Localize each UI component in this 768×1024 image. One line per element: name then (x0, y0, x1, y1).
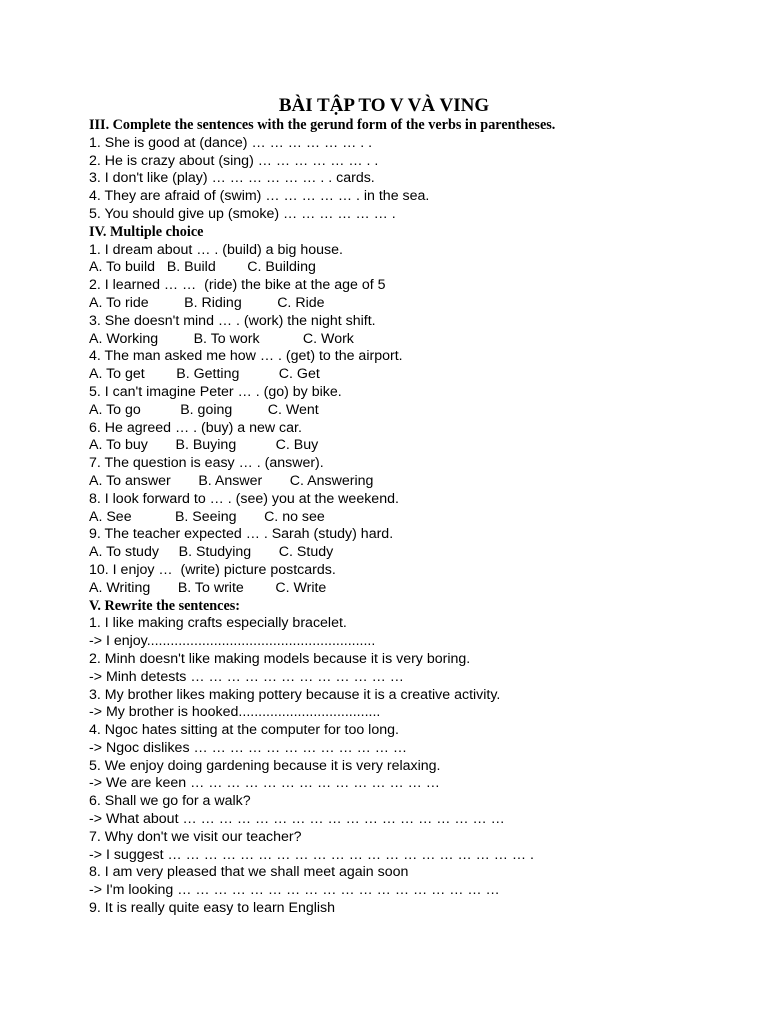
exercise-line: 1. I like making crafts especially bracelet. (89, 615, 347, 632)
exercise-line: 4. The man asked me how … . (get) to the airport. (89, 348, 403, 365)
exercise-line: 7. Why don't we visit our teacher? (89, 828, 302, 845)
exercise-line: 4. Ngoc hates sitting at the computer for too long. (89, 722, 399, 739)
exercise-line: -> Ngoc dislikes … … … … … … … … … … … … (89, 739, 408, 756)
exercise-line: 2. He is crazy about (sing) … … … … … … . . (89, 152, 379, 169)
section-heading: IV. Multiple choice (89, 223, 204, 240)
exercise-line: 3. She doesn't mind … . (work) the night shift. (89, 312, 376, 329)
exercise-line: A. To go B. going C. Went (89, 401, 319, 418)
section-heading: V. Rewrite the sentences: (89, 597, 241, 614)
exercise-line: A. To answer B. Answer C. Answering (89, 472, 374, 489)
exercise-line: A. To get B. Getting C. Get (89, 366, 320, 383)
exercise-line: 9. The teacher expected … . Sarah (study) hard. (89, 526, 394, 543)
exercise-line: -> I suggest … … … … … … … … … … … … … … … … … … … … . (89, 846, 534, 863)
exercise-line: 7. The question is easy … . (answer). (89, 455, 324, 472)
exercise-line: 10. I enjoy … (write) picture postcards. (89, 561, 336, 578)
exercise-line: 5. I can't imagine Peter … . (go) by bike. (89, 383, 342, 400)
exercise-line: -> I'm looking … … … … … … … … … … … … … … … … … … (89, 882, 500, 899)
exercise-line: A. Writing B. To write C. Write (89, 579, 327, 596)
exercise-line: A. To buy B. Buying C. Buy (89, 437, 319, 454)
exercise-line: 5. You should give up (smoke) … … … … … … . (89, 205, 396, 222)
exercise-line: 6. He agreed … . (buy) a new car. (89, 419, 302, 436)
exercise-line: A. To build B. Build C. Building (89, 259, 316, 276)
page-title: BÀI TẬP TO V VÀ VING (278, 95, 490, 116)
exercise-line: 1. She is good at (dance) … … … … … … . . (89, 134, 373, 151)
exercise-line: 1. I dream about … . (build) a big house. (89, 241, 343, 258)
exercise-line: A. To study B. Studying C. Study (89, 544, 334, 561)
exercise-line: 6. Shall we go for a walk? (89, 793, 251, 810)
exercise-line: -> Minh detests … … … … … … … … … … … … (89, 668, 404, 685)
exercise-line: -> I enjoy.......................................................... (89, 633, 376, 650)
exercise-line: A. See B. Seeing C. no see (89, 508, 325, 525)
exercise-line: 2. Minh doesn't like making models because it is very boring. (89, 650, 471, 667)
exercise-line: 2. I learned … … (ride) the bike at the age of 5 (89, 277, 386, 294)
exercise-line: 4. They are afraid of (swim) … … … … … . in the sea. (89, 188, 430, 205)
exercise-line: 3. I don't like (play) … … … … … … . . cards. (89, 170, 375, 187)
section-heading: III. Complete the sentences with the gerund form of the verbs in parentheses. (89, 117, 556, 133)
exercise-line: 8. I am very pleased that we shall meet again soon (89, 864, 409, 881)
exercise-line: 3. My brother likes making pottery because it is a creative activity. (89, 686, 501, 703)
exercise-lines (89, 117, 749, 918)
exercise-line: -> We are keen … … … … … … … … … … … … … … (89, 775, 440, 792)
exercise-line: A. To ride B. Riding C. Ride (89, 294, 325, 311)
exercise-line: -> My brother is hooked.................................... (89, 704, 381, 721)
exercise-line: 8. I look forward to … . (see) you at the weekend. (89, 490, 399, 507)
exercise-line: A. Working B. To work C. Work (89, 330, 354, 347)
exercise-line: 5. We enjoy doing gardening because it is very relaxing. (89, 757, 441, 774)
exercise-line: 9. It is really quite easy to learn English (89, 900, 336, 917)
exercise-line: -> What about … … … … … … … … … … … … … … … … … … (89, 811, 505, 828)
